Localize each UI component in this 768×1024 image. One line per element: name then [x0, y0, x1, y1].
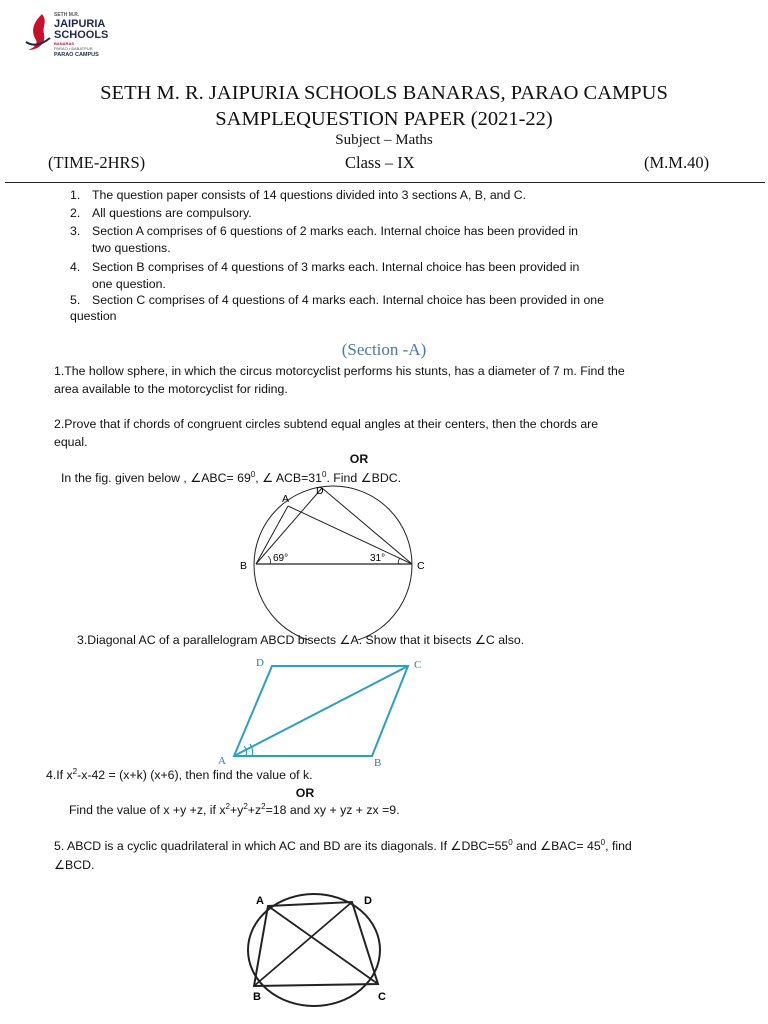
question-3: 3.Diagonal AC of a parallelogram ABCD bisects ∠A. Show that it bisects ∠C also. — [77, 633, 525, 647]
question-2-line1: 2.Prove that if chords of congruent circles subtend equal angles at their centers, then the chords are — [54, 417, 599, 431]
logo-name-line2: SCHOOLS — [54, 29, 109, 41]
fig1-angle-b: 69° — [273, 553, 289, 564]
fig3-label-a: A — [256, 895, 264, 907]
max-marks-label: (M.M.40) — [644, 153, 710, 172]
header-divider — [5, 182, 765, 183]
instruction-2: 2. All questions are compulsory. — [70, 206, 252, 220]
question-4: 4.If $x^2-x-42 = (x+k)$ (x+6), then find the value of k. — [46, 766, 313, 782]
logo-flame-icon — [24, 12, 54, 52]
fig2-label-c: C — [414, 659, 422, 671]
fig1-angle-c: 31° — [370, 553, 386, 564]
question-1-line1: 1.The hollow sphere, in which the circus motorcyclist performs his stunts, has a diameter of 7 m. Find the — [54, 364, 625, 378]
logo-tagline: PARAO • BABATPUR — [54, 46, 93, 51]
question-2-line2: equal. — [54, 435, 88, 449]
or-separator-2: OR — [295, 786, 315, 800]
or-separator-1: OR — [349, 452, 369, 466]
question-4-or: Find the value of x +y +z, if $x^2+y^2+z^2=18$ and xy + yz + zx =9. — [69, 801, 400, 817]
school-name-heading: SETH M. R. JAIPURIA SCHOOLS BANARAS, PARAO CAMPUS — [100, 82, 668, 104]
instruction-1: 1. The question paper consists of 14 questions divided into 3 sections A, B, and C. — [70, 188, 527, 202]
instruction-3-cont: two questions. — [92, 241, 171, 255]
time-label: (TIME-2HRS) — [48, 153, 146, 172]
school-logo — [24, 10, 134, 58]
figure-parallelogram — [212, 652, 442, 772]
fig2-label-a: A — [218, 755, 226, 767]
subject-line: Subject – Maths — [335, 132, 433, 148]
instruction-5: 5. Section C comprises of 4 questions of 4 marks each. Internal choice has been provided in one — [70, 293, 604, 307]
logo-sub-line: BANARAS — [54, 41, 74, 46]
fig2-label-d: D — [256, 657, 264, 669]
fig3-label-c: C — [378, 991, 386, 1003]
question-2-or: In the fig. given below , ∠ABC= $69^0$, ∠ $ACB=31^0$. Find ∠BDC. — [61, 469, 402, 485]
instruction-3: 3. Section A comprises of 6 questions of 2 marks each. Internal choice has been provided in — [70, 224, 579, 238]
paper-title: SAMPLEQUESTION PAPER (2021-22) — [215, 108, 553, 130]
fig2-label-b: B — [374, 757, 382, 769]
figure-circle-triangle — [236, 480, 436, 640]
question-1-line2: area available to the motorcyclist for riding. — [54, 382, 288, 396]
instruction-4: 4. Section B comprises of 4 questions of 3 marks each. Internal choice has been provided in — [70, 260, 580, 274]
question-5-line1: 5. ABCD is a cyclic quadrilateral in which AC and BD are its diagonals. If $\angle DBC=55^0$ and ∠BAC= $45^0$, find — [54, 837, 632, 853]
fig3-label-d: D — [364, 895, 372, 907]
logo-top-line: SETH M.R. — [54, 12, 80, 18]
section-a-title: (Section -A) — [341, 340, 427, 359]
fig1-label-b: B — [240, 560, 248, 572]
instruction-4-cont: one question. — [92, 277, 166, 291]
question-5-line2: ∠BCD. — [54, 858, 95, 872]
instruction-5-cont: question — [70, 309, 117, 323]
logo-name-line1: JAIPURIA — [54, 18, 106, 30]
fig3-label-b: B — [253, 991, 261, 1003]
fig1-label-d: D — [316, 485, 324, 497]
fig1-label-c: C — [417, 560, 425, 572]
fig1-label-a: A — [282, 493, 290, 505]
class-label: Class – IX — [345, 153, 415, 172]
logo-campus: PARAO CAMPUS — [54, 52, 99, 58]
figure-cyclic-quadrilateral — [238, 888, 398, 1014]
